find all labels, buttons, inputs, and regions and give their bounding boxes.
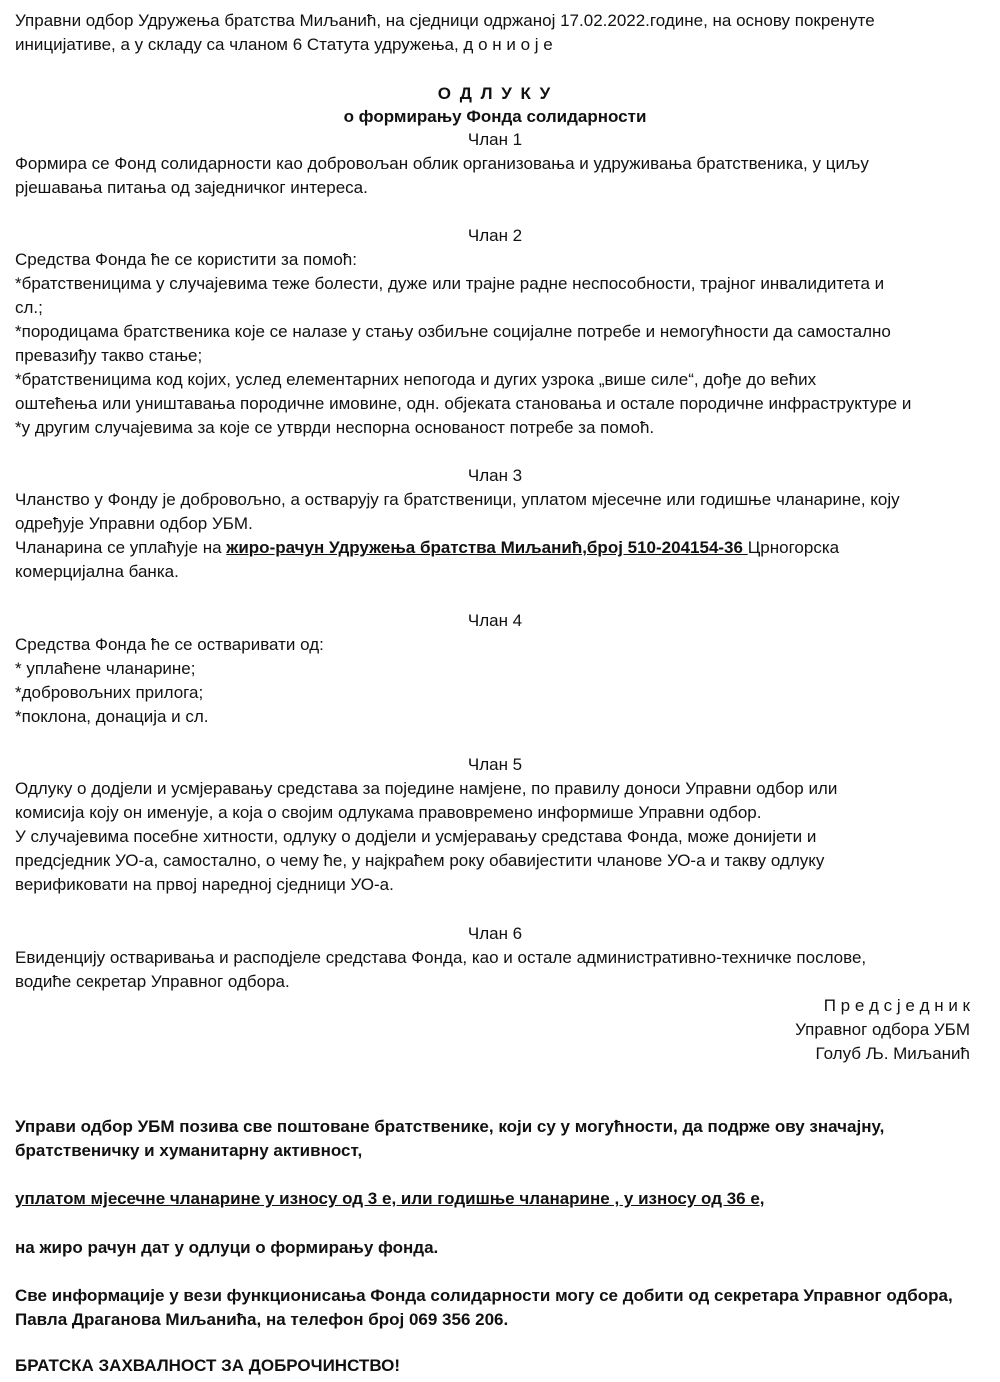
article-line: Евиденцију остваривања и расподјеле средстава Фонда, као и остале административно-техничке послове, [15, 948, 867, 967]
article-5-heading: Члан 5 [467, 755, 523, 774]
intro-paragraph [15, 9, 975, 57]
article-line: рјешавања питања од заједничког интереса. [15, 178, 368, 197]
article-line: *поклона, донација и сл. [15, 707, 209, 726]
appeal-amount: уплатом мјесечне чланарине у износу од 3 е, или годишње чланарине , у износу од 36 е, [15, 1189, 765, 1208]
article-line: *у другим случајевима за које се утврди неспорна основаност потребе за помоћ. [15, 418, 655, 437]
decision-title: О Д Л У К У [437, 84, 553, 103]
signature-block [15, 994, 970, 1066]
appeal-line: Павла Драганова Миљанића, на телефон број 069 356 206. [15, 1310, 509, 1329]
appeal-line: Управи одбор УБМ позива све поштоване братственике, који су у могућности, да подрже ову значајну, [15, 1117, 885, 1136]
intro-line: иницијативе, а у складу са чланом 6 Статута удружења, д о н и о ј е [15, 35, 553, 54]
article-1-body [15, 152, 975, 200]
article-2-body [15, 248, 975, 440]
article-line: оштећења или уништавања породичне имовине, одн. објеката становања и остале породичне инфраструктуре и [15, 394, 912, 413]
appeal-invite [15, 1115, 975, 1163]
appeal-account: на жиро рачун дат у одлуци о формирању фонда. [15, 1238, 439, 1257]
article-6-heading: Члан 6 [467, 924, 523, 943]
signature-title: П р е д с ј е д н и к [823, 996, 970, 1015]
appeal-thanks: БРАТСКА ЗАХВАЛНОСТ ЗА ДОБРОЧИНСТВО! [15, 1356, 401, 1375]
article-4-heading: Члан 4 [467, 611, 523, 630]
article-line: *братственицима код којих, услед елементарних непогода и дугих узрока „више силе“, дође до већих [15, 370, 817, 389]
article-line: Чланство у Фонду је добровољно, а остварују га братственици, уплатом мјесечне или годишње чланарине, коју [15, 490, 900, 509]
signature-name: Голуб Љ. Миљанић [815, 1044, 970, 1063]
article-line: предсједник УО-а, самостално, о чему ће, у најкраћем року обавијестити чланове УО-а и такву одлуку [15, 851, 825, 870]
decision-subtitle: о формирању Фонда солидарности [343, 107, 647, 126]
article-2-heading: Члан 2 [467, 226, 523, 245]
article-5-body [15, 777, 975, 897]
appeal-info [15, 1284, 975, 1332]
article-line: * уплаћене чланарине; [15, 659, 196, 678]
article-1-heading: Члан 1 [467, 130, 523, 149]
article-line: *добровољних прилога; [15, 683, 204, 702]
signature-org: Управног одбора УБМ [795, 1020, 970, 1039]
intro-line: Управни одбор Удружења братства Миљанић, на сједници одржаној 17.02.2022.године, на основу покренуте [15, 11, 875, 30]
article-line: Средства Фонда ће се користити за помоћ: [15, 250, 357, 269]
payment-account: жиро-рачун Удружења братства Миљанић,број 510-204154-36 [226, 538, 748, 557]
article-line: водиће секретар Управног одбора. [15, 972, 290, 991]
article-line: *братственицима у случајевима теже болести, дуже или трајне радне неспособности, трајног инвалидитета и [15, 274, 885, 293]
payment-bank: Црногорска [747, 538, 840, 557]
article-line: превазиђу такво стање; [15, 346, 203, 365]
article-line: Формира се Фонд солидарности као добровољан облик организовања и удруживања братственика, у циљу [15, 154, 869, 173]
article-4-body [15, 633, 975, 729]
article-line: Средства Фонда ће се остваривати од: [15, 635, 324, 654]
article-line: одређује Управни одбор УБМ. [15, 514, 253, 533]
article-line: сл.; [15, 298, 43, 317]
payment-prefix: Чланарина се уплаћује на [15, 538, 227, 557]
article-line: Одлуку о додјели и усмјеравању средстава за поједине намјене, по правилу доноси Управни одбор или [15, 779, 838, 798]
appeal-line: братственичку и хуманитарну активност, [15, 1141, 363, 1160]
appeal-line: Све информације у вези функционисања Фонда солидарности могу се добити од секретара Управног одбора, [15, 1286, 953, 1305]
article-3-body [15, 488, 975, 584]
article-3-heading: Члан 3 [467, 466, 523, 485]
article-line: *породицама братственика које се налазе у стању озбиљне социјалне потребе и немогућности да самостално [15, 322, 891, 341]
article-line: верификовати на првој наредној сједници УО-а. [15, 875, 394, 894]
article-line: комисија коју он именује, а која о својим одлукама правовремено информише Управни одбор. [15, 803, 762, 822]
article-line: У случајевима посебне хитности, одлуку о додјели и усмјеравању средстава Фонда, може донијети и [15, 827, 817, 846]
article-6-body [15, 946, 975, 994]
article-line: комерцијална банка. [15, 562, 179, 581]
payment-line [15, 536, 975, 560]
